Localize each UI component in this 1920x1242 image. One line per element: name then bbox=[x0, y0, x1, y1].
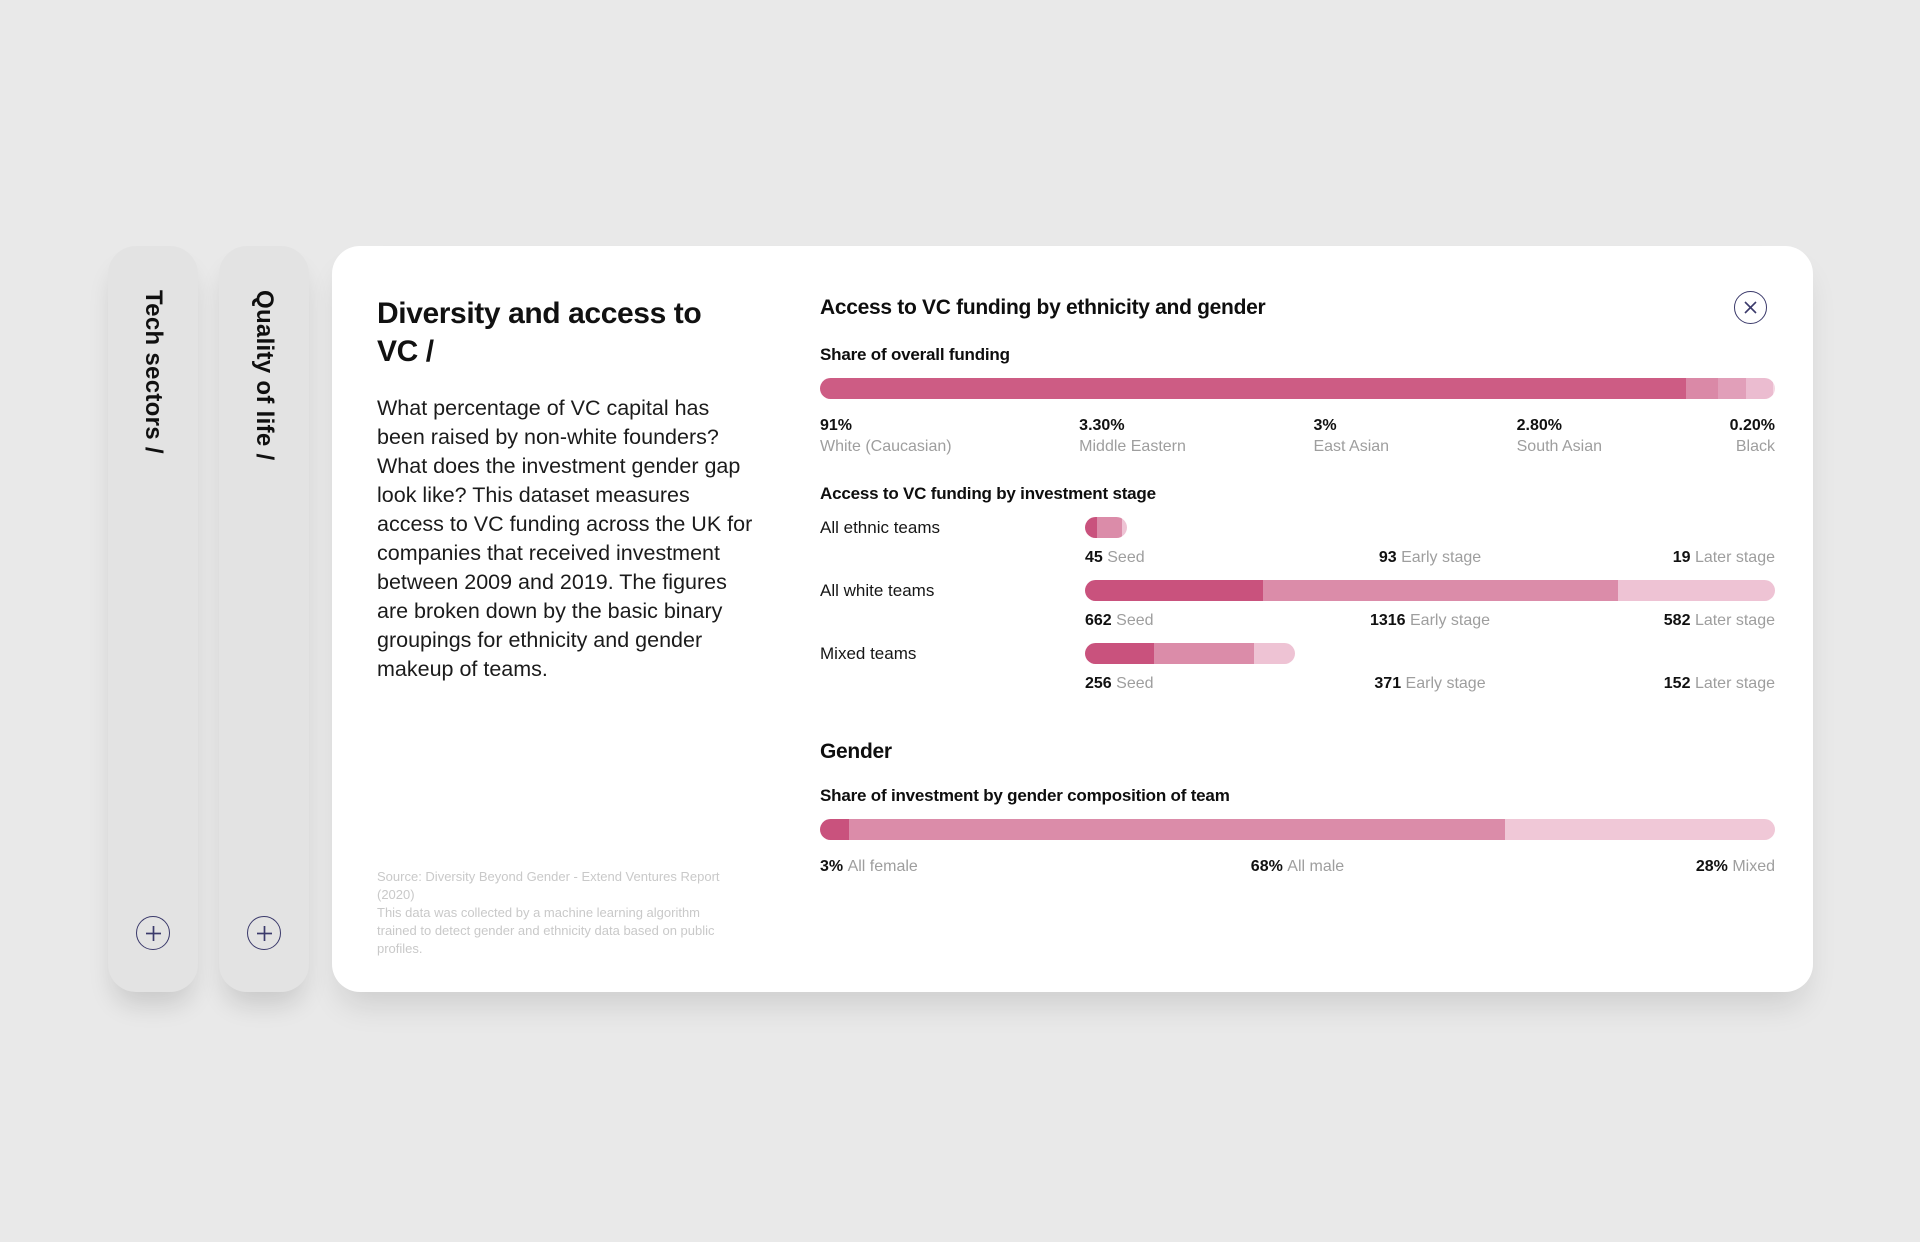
value-label: 152 bbox=[1663, 675, 1691, 692]
plus-icon bbox=[256, 925, 273, 942]
gender-label-all-female bbox=[820, 856, 1251, 877]
stage-counts bbox=[1085, 547, 1775, 568]
stage-count-seed bbox=[1085, 673, 1374, 694]
stage-counts bbox=[1085, 673, 1775, 694]
category-label: Early stage bbox=[1410, 612, 1491, 629]
category-label: Early stage bbox=[1405, 675, 1486, 692]
category-label: Black bbox=[1735, 438, 1775, 455]
team-row-all-white-teams bbox=[820, 580, 1775, 631]
ethnicity-label-south-asian bbox=[1517, 416, 1602, 457]
source-note bbox=[377, 868, 727, 958]
category-label: All male bbox=[1287, 858, 1345, 875]
close-icon bbox=[1743, 300, 1758, 315]
value-label: 28% bbox=[1695, 858, 1728, 875]
value-label: 0.20% bbox=[1729, 417, 1775, 434]
stage-count-later-stage bbox=[1490, 610, 1775, 631]
category-label: All female bbox=[847, 858, 918, 875]
stage-count-early-stage bbox=[1374, 673, 1485, 694]
ethnicity-label-black bbox=[1730, 416, 1775, 457]
section-heading: Access to VC funding by ethnicity and gender bbox=[820, 296, 1266, 319]
value-label: 3% bbox=[1313, 417, 1337, 434]
team-label: Mixed teams bbox=[820, 644, 917, 663]
value-label: 3.30% bbox=[1079, 417, 1125, 434]
diversity-dataset-card bbox=[332, 246, 1813, 992]
bar-segment-black bbox=[1773, 378, 1775, 399]
bar-segment-early-stage bbox=[1154, 643, 1254, 664]
investment-rows bbox=[820, 517, 1775, 706]
side-panel-quality-of-life[interactable] bbox=[219, 246, 309, 992]
bar-segment-early-stage bbox=[1097, 517, 1122, 538]
stage-count-early-stage bbox=[1379, 547, 1481, 568]
overall-funding-subtitle: Share of overall funding bbox=[820, 345, 1010, 364]
category-label: South Asian bbox=[1516, 438, 1603, 455]
side-panel-tech-sectors[interactable] bbox=[108, 246, 198, 992]
value-label: 2.80% bbox=[1516, 417, 1562, 434]
category-label: Later stage bbox=[1694, 612, 1775, 629]
stage-count-later-stage bbox=[1486, 673, 1775, 694]
team-row-mixed-teams bbox=[820, 643, 1775, 694]
plus-icon bbox=[145, 925, 162, 942]
value-label: 68% bbox=[1250, 858, 1283, 875]
stage-count-later-stage bbox=[1481, 547, 1775, 568]
team-label: All white teams bbox=[820, 581, 935, 600]
value-label: 45 bbox=[1085, 549, 1103, 566]
value-label: 582 bbox=[1663, 612, 1691, 629]
bar-segment-middle-eastern bbox=[1686, 378, 1717, 399]
bar-segment-all-female bbox=[820, 819, 849, 840]
close-button[interactable] bbox=[1734, 291, 1767, 324]
bar-segment-seed bbox=[1085, 580, 1263, 601]
category-label: White (Caucasian) bbox=[820, 438, 952, 455]
stage-count-seed bbox=[1085, 610, 1370, 631]
card-intro-column bbox=[377, 295, 757, 958]
gender-subtitle: Share of investment by gender composition of team bbox=[820, 786, 1230, 805]
value-label: 3% bbox=[820, 858, 844, 875]
bar-segment-east-asian bbox=[1718, 378, 1747, 399]
value-label: 256 bbox=[1085, 675, 1112, 692]
investment-stage-subtitle: Access to VC funding by investment stage bbox=[820, 484, 1156, 503]
bar-segment-seed bbox=[1085, 517, 1097, 538]
card-title: Diversity and access to VC / bbox=[377, 297, 702, 368]
stage-counts bbox=[1085, 610, 1775, 631]
bar-segment-south-asian bbox=[1746, 378, 1773, 399]
charts-column bbox=[820, 295, 1775, 958]
category-label: Seed bbox=[1107, 549, 1145, 566]
category-label: Mixed bbox=[1732, 858, 1775, 875]
bar-segment-mixed bbox=[1505, 819, 1775, 840]
bar-segment-white-caucasian bbox=[820, 378, 1686, 399]
value-label: 371 bbox=[1374, 675, 1402, 692]
ethnicity-funding-bar bbox=[820, 378, 1775, 399]
bar-segment-early-stage bbox=[1263, 580, 1618, 601]
gender-label-all-male bbox=[1251, 856, 1344, 877]
card-description: What percentage of VC capital has been raised by non-white founders? What does the investment gender gap look like? This dataset measures access to VC funding across the UK for companies that received investment between 2009 and 2019. The figures are broken down by the basic binary groupings for ethnicity and gender makeup of teams. bbox=[377, 396, 753, 681]
value-label: 91% bbox=[820, 417, 853, 434]
gender-heading: Gender bbox=[820, 740, 892, 763]
category-label: East Asian bbox=[1313, 438, 1390, 455]
category-label: Middle Eastern bbox=[1079, 438, 1186, 455]
team-bar-all-white-teams bbox=[1085, 580, 1775, 601]
expand-quality-of-life-button[interactable] bbox=[247, 916, 281, 950]
category-label: Seed bbox=[1116, 675, 1154, 692]
team-label: All ethnic teams bbox=[820, 518, 940, 537]
bar-segment-seed bbox=[1085, 643, 1154, 664]
bar-segment-later-stage bbox=[1122, 517, 1127, 538]
source-line: Source: Diversity Beyond Gender - Extend Ventures Report (2020) bbox=[377, 869, 720, 902]
category-label: Later stage bbox=[1694, 675, 1775, 692]
ethnicity-labels bbox=[820, 416, 1775, 457]
stage-count-seed bbox=[1085, 547, 1379, 568]
bar-segment-later-stage bbox=[1618, 580, 1775, 601]
ethnicity-label-white-caucasian bbox=[820, 416, 952, 457]
ethnicity-label-middle-eastern bbox=[1079, 416, 1186, 457]
bar-segment-later-stage bbox=[1254, 643, 1295, 664]
value-label: 19 bbox=[1672, 549, 1691, 566]
category-label: Later stage bbox=[1694, 549, 1775, 566]
team-row-all-ethnic-teams bbox=[820, 517, 1775, 568]
gender-label-mixed bbox=[1344, 856, 1775, 877]
stage-count-early-stage bbox=[1370, 610, 1490, 631]
gender-bar bbox=[820, 819, 1775, 840]
ethnicity-label-east-asian bbox=[1313, 416, 1389, 457]
bar-segment-all-male bbox=[849, 819, 1505, 840]
gender-labels bbox=[820, 856, 1775, 877]
side-panel-label: Tech sectors / bbox=[140, 290, 167, 454]
source-line: This data was collected by a machine learning algorithm trained to detect gender and ethnicity data based on public profiles. bbox=[377, 905, 715, 956]
value-label: 1316 bbox=[1369, 612, 1406, 629]
side-panel-label: Quality of life / bbox=[251, 290, 278, 461]
category-label: Early stage bbox=[1401, 549, 1482, 566]
team-bar-mixed-teams bbox=[1085, 643, 1295, 664]
category-label: Seed bbox=[1116, 612, 1154, 629]
value-label: 93 bbox=[1378, 549, 1397, 566]
team-bar-all-ethnic-teams bbox=[1085, 517, 1127, 538]
charts-header bbox=[820, 295, 1775, 324]
value-label: 662 bbox=[1085, 612, 1112, 629]
expand-tech-sectors-button[interactable] bbox=[136, 916, 170, 950]
